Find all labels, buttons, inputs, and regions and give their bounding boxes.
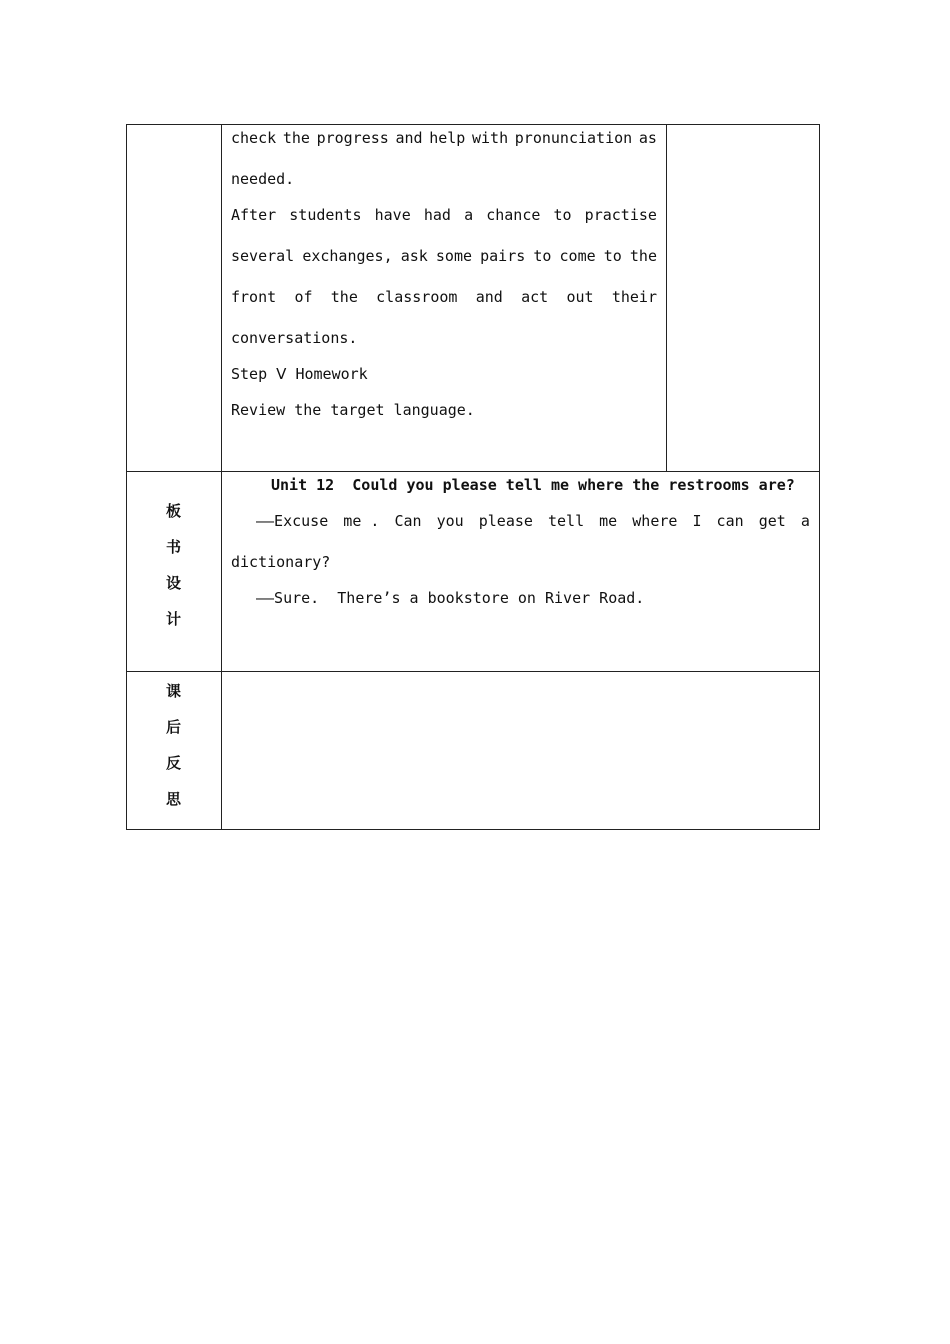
homework-text: Review the target language. [231, 401, 475, 419]
word: had [423, 206, 451, 224]
procedure-line-4 [231, 247, 657, 265]
word: can [716, 512, 744, 530]
word: several [231, 247, 295, 265]
word: their [611, 288, 657, 306]
board-dialogue-line-3: ——Sure. There’s a bookstore on River Road. [256, 589, 645, 607]
word: students [289, 206, 362, 224]
word: where [632, 512, 678, 530]
word: After [231, 206, 277, 224]
board-design-label-3: 设 [165, 574, 181, 592]
word: a [464, 206, 474, 224]
word: help [429, 129, 466, 147]
word: exchanges, [302, 247, 393, 265]
board-dialogue-line-1 [256, 512, 810, 530]
word: tell [547, 512, 585, 530]
board-dialogue-line-2: dictionary? [231, 553, 331, 571]
word: come [559, 247, 596, 265]
board-design-label-4: 计 [165, 610, 181, 628]
word: out [566, 288, 594, 306]
word: as [638, 129, 657, 147]
reflection-label-1: 课 [165, 682, 181, 700]
procedure-line-3 [231, 206, 657, 224]
word: pairs [480, 247, 526, 265]
word: a [800, 512, 810, 530]
board-design-label-1: 板 [165, 502, 181, 520]
reflection-label-3: 反 [165, 754, 181, 772]
word: me [599, 512, 618, 530]
procedure-line-1 [231, 129, 657, 147]
word: the [330, 288, 358, 306]
word: pronunciation [514, 129, 633, 147]
word: to [533, 247, 552, 265]
table-border-right [819, 124, 820, 830]
row-divider-1 [126, 471, 820, 472]
reflection-label-4: 思 [165, 790, 181, 808]
procedure-line-2: needed. [231, 170, 295, 188]
word: I [692, 512, 702, 530]
word: of [294, 288, 313, 306]
lesson-plan-table [126, 124, 820, 830]
word: you [436, 512, 464, 530]
word: the [629, 247, 657, 265]
word: front [231, 288, 277, 306]
word: progress [316, 129, 389, 147]
board-design-label-2: 书 [165, 538, 181, 556]
word: with [472, 129, 509, 147]
board-design-title: Unit 12 Could you please tell me where the restrooms are? [271, 476, 795, 494]
reflection-label-2: 后 [165, 718, 181, 736]
word: chance [486, 206, 541, 224]
word: practise [584, 206, 657, 224]
word: Can [394, 512, 422, 530]
label-column-divider [221, 124, 222, 830]
procedure-line-5 [231, 288, 657, 306]
word: the [282, 129, 310, 147]
word: some [435, 247, 473, 265]
word: classroom [376, 288, 458, 306]
word: act [521, 288, 549, 306]
table-border-bottom [126, 829, 820, 830]
word: ask [400, 247, 428, 265]
homework-step-heading: Step Ⅴ Homework [231, 365, 368, 383]
row-divider-2 [126, 671, 820, 672]
word: please [478, 512, 533, 530]
word: check [231, 129, 277, 147]
word: to [603, 247, 622, 265]
word: have [374, 206, 411, 224]
word: to [553, 206, 572, 224]
word: ——Excuse [256, 512, 329, 530]
table-border-top [126, 124, 820, 125]
procedure-line-6: conversations. [231, 329, 358, 347]
word: and [475, 288, 503, 306]
notes-column-divider [666, 124, 667, 471]
word: get [758, 512, 786, 530]
word: me . [343, 512, 380, 530]
word: and [395, 129, 423, 147]
